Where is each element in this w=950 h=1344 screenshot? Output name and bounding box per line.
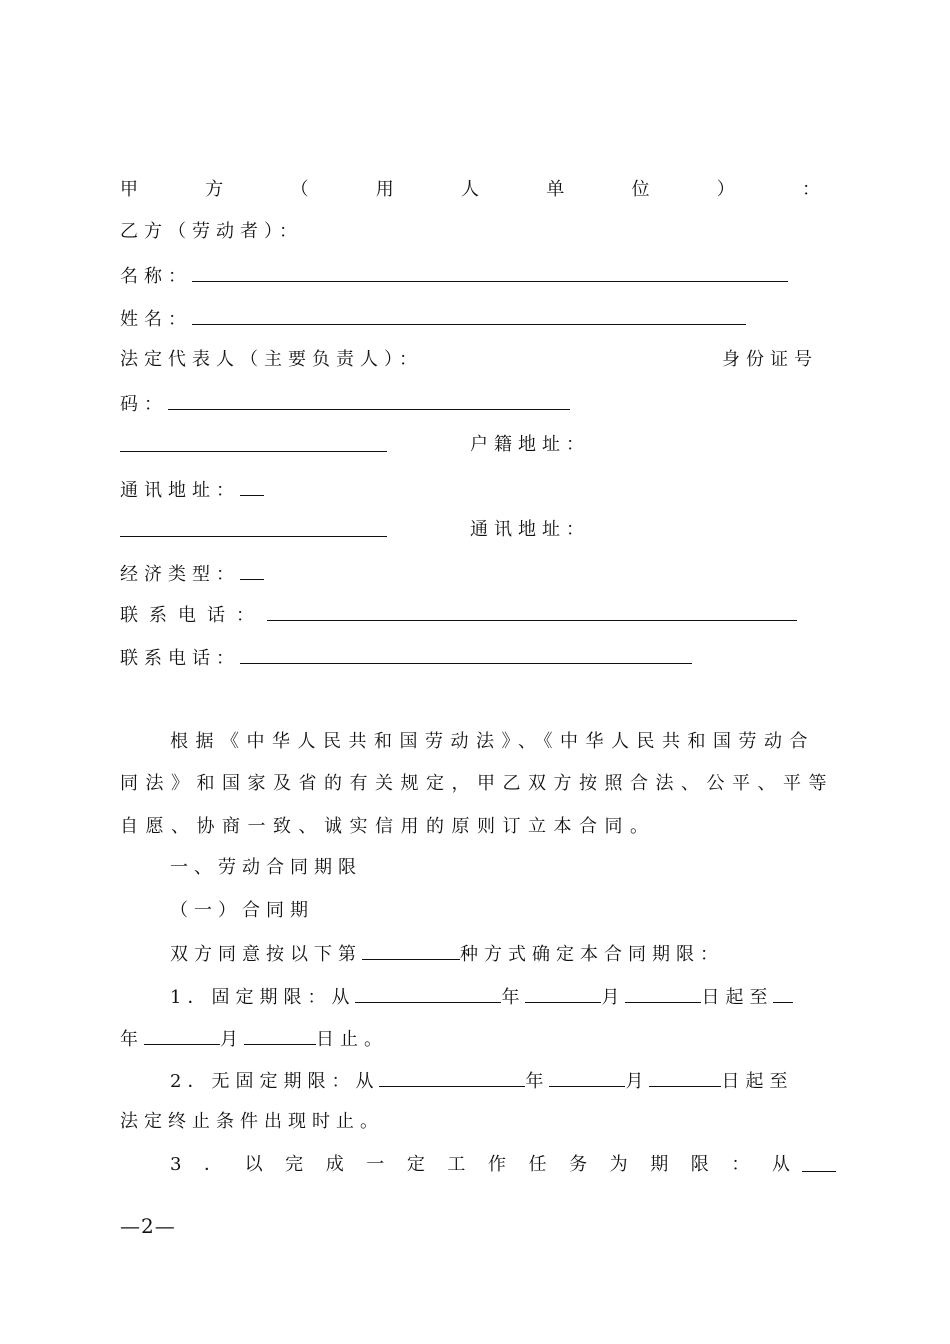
phone-blank-2[interactable] [240,645,692,664]
intro-line-3: 自愿、协商一致、诚实信用的原则订立本合同。 [120,816,656,837]
party-a-line [120,178,820,202]
person-name-blank[interactable] [192,306,746,325]
agree-text-b: 种方式确定本合同期限： [460,944,724,965]
task-char: ． [204,1154,223,1175]
open-year-label: 年 [525,1071,550,1092]
page-number: —2— [120,1214,176,1238]
intro-line-1: 根据《中华人民共和国劳动法》、《中华人民共和国劳动合 [170,731,815,752]
fixed-end-year-blank-a[interactable] [773,984,793,1003]
method-blank[interactable] [362,941,460,960]
agree-text-a: 双方同意按以下第 [170,944,362,965]
phone-line-2 [120,645,692,671]
task-char: 一 [366,1154,385,1175]
fixed-term-line-2 [120,1026,388,1052]
open-start-year-blank[interactable] [379,1068,525,1087]
party-a-char: 甲 [120,179,138,200]
open-start-day-blank[interactable] [649,1068,721,1087]
name-line [120,263,788,289]
open-term-line-2: 法定终止条件出现时止。 [120,1111,384,1132]
party-a-char: 位 [631,179,650,200]
fixed-term-line-1 [170,984,793,1010]
task-char: 工 [447,1154,466,1175]
task-char: 3 [170,1154,182,1175]
fixed-start-month-blank[interactable] [525,984,601,1003]
comm-addr-label-1: 通讯地址： [120,480,240,501]
fixed-day-to-label: 日止。 [316,1029,388,1050]
comm-addr-line-1 [120,477,264,503]
open-month-label: 月 [625,1071,650,1092]
household-addr-label: 户籍地址： [470,434,590,455]
task-char: 限 [690,1154,709,1175]
party-a-char: 单 [546,179,565,200]
open-term-line-1 [170,1068,793,1094]
person-name-label: 姓名： [120,309,192,330]
party-a-char: （ [290,179,309,200]
id-blank[interactable] [168,391,570,410]
comm-addr-label-2: 通讯地址： [470,519,590,540]
task-char: 期 [650,1154,669,1175]
task-start-blank[interactable] [802,1153,836,1172]
party-a-char: ： [802,179,820,200]
household-line [120,433,387,459]
id-label-a: 身份证号 [722,349,818,370]
task-char: 从 [771,1154,790,1175]
name-blank[interactable] [192,263,788,282]
fixed-term-label: 1．固定期限：从 [170,987,356,1008]
id-line [120,391,570,417]
fixed-end-month-blank[interactable] [144,1026,220,1045]
party-a-char: 人 [461,179,479,200]
task-char: ： [731,1154,750,1175]
id-label-b: 码： [120,394,168,415]
name-label: 名称： [120,266,192,287]
household-blank[interactable] [120,433,387,452]
comm-addr-blank-1[interactable] [240,477,264,496]
open-start-month-blank[interactable] [549,1068,625,1087]
task-char: 作 [487,1154,506,1175]
fixed-start-day-blank[interactable] [625,984,701,1003]
section-1-heading: 一、劳动合同期限 [170,857,362,878]
fixed-start-year-blank[interactable] [355,984,501,1003]
party-b-label: 乙方（劳动者）： [120,221,303,242]
fixed-month2-label: 月 [220,1029,244,1050]
legal-rep-label: 法定代表人（主要负责人）： [120,349,423,370]
phone-line-1 [120,602,797,628]
phone-blank-1[interactable] [267,602,797,621]
comm-addr-blank-2[interactable] [120,518,387,537]
task-char: 务 [569,1154,588,1175]
task-char: 为 [609,1154,628,1175]
party-a-char: 方 [205,179,224,200]
intro-line-2: 同法》和国家及省的有关规定，甲乙双方按照合法、公平、平等 [120,773,834,794]
person-name-line [120,306,746,332]
econ-type-blank[interactable] [240,561,264,580]
econ-type-line [120,561,264,587]
open-day-from-label: 日起至 [721,1071,794,1092]
phone-label-1: 联系电话： [120,605,265,626]
task-term-line [170,1153,790,1177]
task-char: 完 [285,1154,304,1175]
party-a-char: 用 [375,179,394,200]
econ-type-label: 经济类型： [120,564,240,585]
subsection-1-heading: （一）合同期 [170,900,314,921]
fixed-day-from-label: 日起至 [701,987,774,1008]
comm-addr-line-2 [120,518,387,544]
party-a-char: ） [716,179,735,200]
fixed-year2-label: 年 [120,1029,144,1050]
task-char: 成 [325,1154,344,1175]
open-term-label: 2．无固定期限：从 [170,1071,380,1092]
task-char: 定 [406,1154,425,1175]
fixed-month-label: 月 [601,987,626,1008]
task-char: 以 [244,1154,263,1175]
task-char: 任 [528,1154,547,1175]
fixed-year-label: 年 [501,987,526,1008]
agree-line [170,941,724,967]
phone-label-2: 联系电话： [120,648,240,669]
fixed-end-day-blank[interactable] [244,1026,316,1045]
